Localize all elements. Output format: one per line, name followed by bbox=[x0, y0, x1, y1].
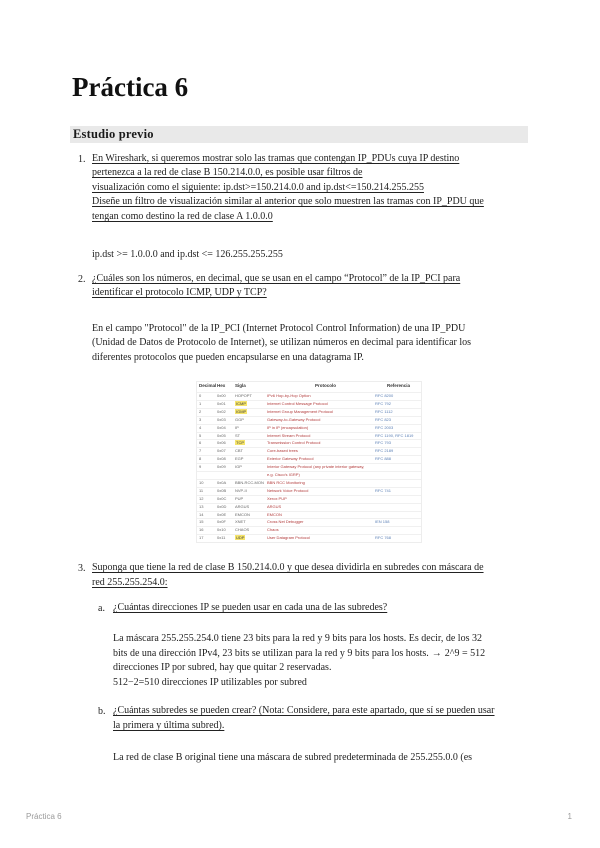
q2-answer-line-3: diferentes protocolos que pueden encapsularse en una datagrama IP. bbox=[92, 352, 364, 363]
proto-row bbox=[197, 511, 421, 519]
proto-cell: PUP bbox=[235, 495, 244, 501]
proto-row bbox=[197, 392, 421, 400]
proto-row bbox=[197, 479, 421, 487]
proto-cell: 0x0B bbox=[217, 487, 227, 493]
q1-line-4: Diseñe un filtro de visualización similar al anterior que solo muestren las tramas con IP_PDU que bbox=[92, 196, 484, 207]
page-title: Práctica 6 bbox=[72, 72, 189, 102]
q3b-question-line-2: la primera y última subred). bbox=[113, 720, 225, 731]
proto-cell: 0x04 bbox=[217, 424, 226, 430]
q3-line-2: red 255.255.254.0: bbox=[92, 577, 168, 588]
proto-cell: 16 bbox=[199, 527, 204, 533]
arrow-icon: → bbox=[431, 648, 442, 659]
proto-row bbox=[197, 400, 421, 408]
proto-cell: IP in IP (encapsulation) bbox=[267, 424, 309, 430]
proto-cell: 0x0F bbox=[217, 519, 226, 525]
q3-line-1: Suponga que tiene la red de clase B 150.214.0.0 y que desea dividirla en subredes con máscara de bbox=[92, 562, 484, 573]
q3b-question-line-1: ¿Cuántas subredes se pueden crear? (Nota: Considere, para este apartado, que sí se pueden usar bbox=[113, 705, 495, 716]
proto-cell: e.g. Cisco's IGRP) bbox=[267, 472, 300, 477]
proto-cell: 0x0C bbox=[217, 495, 227, 501]
proto-cell: 1 bbox=[199, 400, 202, 406]
proto-cell: BBN-RCC-MON bbox=[235, 479, 264, 485]
q3a-answer-line-4: 512−2=510 direcciones IP utilizables por subred bbox=[113, 677, 307, 688]
proto-cell: 0x05 bbox=[217, 432, 226, 438]
section-heading-text: Estudio previo bbox=[73, 127, 154, 141]
proto-row bbox=[197, 534, 421, 542]
proto-cell: ICMP bbox=[236, 400, 246, 406]
proto-row bbox=[197, 416, 421, 424]
q3a-answer-line-1: La máscara 255.255.254.0 tiene 23 bits para la red y 9 bits para los hosts. Es decir, de los 32 bbox=[113, 633, 482, 644]
proto-cell: 4 bbox=[199, 424, 202, 430]
proto-cell: ARGUS bbox=[267, 503, 282, 509]
proto-cell: RFC 1112 bbox=[375, 408, 393, 414]
proto-cell: 0x03 bbox=[217, 416, 226, 422]
proto-cell: GGP bbox=[235, 416, 244, 422]
proto-cell: User Datagram Protocol bbox=[267, 535, 310, 541]
proto-cell: RFC 2189 bbox=[375, 448, 394, 454]
proto-cell: Transmission Control Protocol bbox=[267, 440, 321, 446]
proto-cell: Xerox PUP bbox=[267, 495, 287, 501]
proto-cell: IP bbox=[235, 424, 239, 430]
proto-cell: 7 bbox=[199, 448, 202, 454]
proto-cell: 12 bbox=[199, 495, 204, 501]
proto-cell: ST bbox=[235, 432, 241, 438]
proto-cell: 13 bbox=[199, 503, 204, 509]
proto-cell: Chaos bbox=[267, 527, 279, 533]
proto-row bbox=[197, 424, 421, 432]
proto-cell: 0x11 bbox=[217, 535, 226, 541]
proto-header-sigla: Sigla bbox=[235, 383, 246, 388]
proto-cell: 0x06 bbox=[217, 440, 226, 446]
proto-row bbox=[197, 526, 421, 534]
proto-cell: RFC 793 bbox=[375, 440, 392, 446]
proto-cell: UDP bbox=[236, 535, 245, 541]
q3-number: 3. bbox=[78, 563, 86, 574]
proto-cell: 15 bbox=[199, 519, 204, 525]
proto-row bbox=[197, 503, 421, 511]
proto-header-hex: Hex bbox=[217, 383, 226, 388]
proto-cell: 0x08 bbox=[217, 456, 226, 462]
proto-cell: EMCON bbox=[267, 511, 282, 517]
proto-cell: Interior Gateway Protocol (any private interior gateway, bbox=[267, 464, 365, 470]
proto-row bbox=[197, 495, 421, 503]
proto-cell: CHAOS bbox=[235, 527, 250, 533]
proto-cell: Network Voice Protocol bbox=[267, 487, 309, 493]
proto-row bbox=[197, 487, 421, 495]
proto-cell: TCP bbox=[236, 440, 244, 446]
q2-line-2: identificar el protocolo ICMP, UDP y TCP? bbox=[92, 287, 267, 298]
proto-cell: EMCON bbox=[235, 511, 250, 517]
q3a-answer-line-2 bbox=[113, 647, 485, 661]
proto-cell: RFC 823 bbox=[375, 416, 392, 422]
q3a-answer-line-2-text: bits de una dirección IPv4, 23 bits se utilizan para la red y 9 bits para los hosts. bbox=[113, 648, 429, 659]
proto-cell: 0 bbox=[199, 393, 202, 398]
proto-header-protocolo: Protocolo bbox=[315, 383, 336, 388]
proto-cell: RFC 2003 bbox=[375, 424, 394, 430]
proto-cell: RFC 741 bbox=[375, 487, 392, 493]
proto-cell: RFC 768 bbox=[375, 535, 392, 541]
proto-cell: 3 bbox=[199, 416, 202, 422]
q2-number: 2. bbox=[78, 274, 86, 285]
proto-row bbox=[197, 463, 421, 471]
q3b-label: b. bbox=[98, 706, 106, 717]
proto-row bbox=[197, 471, 421, 479]
proto-cell: IGP bbox=[235, 464, 242, 470]
q3a-formula: 2^9 = 512 bbox=[444, 648, 486, 659]
proto-cell: 0x10 bbox=[217, 527, 226, 533]
q3a-label: a. bbox=[98, 603, 105, 614]
proto-header-decimal: Decimal bbox=[199, 383, 217, 388]
proto-cell: Cross Net Debugger bbox=[267, 519, 304, 525]
proto-cell: HOPOPT bbox=[235, 393, 252, 398]
proto-cell: 10 bbox=[199, 479, 204, 485]
protocol-numbers-table-image bbox=[196, 381, 422, 543]
page-number: 1 bbox=[567, 812, 572, 821]
q2-answer-line-1: En el campo "Protocol" de la IP_PCI (Internet Protocol Control Information) de una IP_PDU bbox=[92, 323, 466, 334]
q2-line-1: ¿Cuáles son los números, en decimal, que se usan en el campo “Protocol” de la IP_PCI para bbox=[92, 273, 461, 284]
proto-cell: Internet Stream Protocol bbox=[267, 432, 311, 438]
q2-answer-line-2: (Unidad de Datos de Protocolo de Internet), se utilizan números en decimal para identificar los bbox=[92, 337, 472, 348]
proto-cell: 0x09 bbox=[217, 464, 226, 470]
proto-cell: Internet Group Management Protocol bbox=[267, 408, 334, 414]
proto-row bbox=[197, 518, 421, 526]
proto-cell: Core-based trees bbox=[267, 448, 298, 454]
q3b-answer-line-1: La red de clase B original tiene una máscara de subred predeterminada de 255.255.0.0 (es bbox=[113, 752, 473, 763]
proto-cell: RFC 8200 bbox=[375, 393, 394, 398]
proto-cell: 0x0D bbox=[217, 503, 227, 509]
proto-cell: Internet Control Message Protocol bbox=[267, 400, 328, 406]
proto-cell: 17 bbox=[199, 535, 204, 541]
proto-cell: IGMP bbox=[236, 408, 247, 414]
proto-cell: 0x0E bbox=[217, 511, 227, 517]
proto-row bbox=[197, 408, 421, 416]
proto-row bbox=[197, 432, 421, 440]
proto-cell: 2 bbox=[199, 408, 202, 414]
proto-cell: Exterior Gateway Protocol bbox=[267, 456, 314, 462]
section-heading bbox=[70, 126, 528, 143]
proto-row bbox=[197, 439, 421, 447]
proto-cell: NVP-II bbox=[235, 487, 247, 493]
proto-header-referencia: Referencia bbox=[387, 383, 411, 388]
q1-number: 1. bbox=[78, 154, 86, 165]
proto-row bbox=[197, 455, 421, 463]
proto-cell: 6 bbox=[199, 440, 202, 446]
proto-cell: 0x01 bbox=[217, 400, 226, 406]
proto-cell: BBN RCC Monitoring bbox=[267, 479, 305, 485]
q3a-question: ¿Cuántas direcciones IP se pueden usar en cada una de las subredes? bbox=[113, 602, 388, 613]
proto-cell: XNET bbox=[235, 519, 246, 525]
proto-cell: Gateway-to-Gateway Protocol bbox=[267, 416, 321, 422]
proto-cell: CBT bbox=[235, 448, 243, 454]
proto-cell: 5 bbox=[199, 432, 202, 438]
q1-line-5: tengan como destino la red de clase A 1.0.0.0 bbox=[92, 211, 273, 222]
proto-cell: 9 bbox=[199, 464, 202, 470]
footer-title: Práctica 6 bbox=[26, 812, 62, 821]
q1-answer: ip.dst >= 1.0.0.0 and ip.dst <= 126.255.255.255 bbox=[92, 249, 283, 260]
proto-cell: RFC 792 bbox=[375, 400, 392, 406]
proto-cell: 0x0A bbox=[217, 479, 227, 485]
proto-cell: 11 bbox=[199, 487, 204, 493]
q1-line-3: visualización como el siguiente: ip.dst>=150.214.0.0 and ip.dst<=150.214.255.255 bbox=[92, 182, 424, 193]
proto-cell: ARGUS bbox=[235, 503, 250, 509]
proto-cell: RFC 1190, RFC 1819 bbox=[375, 432, 414, 438]
proto-cell: 8 bbox=[199, 456, 202, 462]
proto-cell: EGP bbox=[235, 456, 244, 462]
q1-line-2: pertenezca a la red de clase B 150.214.0.0, es posible usar filtros de bbox=[92, 167, 363, 178]
proto-cell: 0x02 bbox=[217, 408, 226, 414]
q3a-answer-line-3: direcciones IP por subred, hay que quitar 2 reservadas. bbox=[113, 662, 332, 673]
proto-cell: RFC 888 bbox=[375, 456, 392, 462]
proto-row bbox=[197, 447, 421, 455]
proto-cell: 0x07 bbox=[217, 448, 226, 454]
proto-cell: IEN 158 bbox=[375, 519, 390, 525]
proto-cell: IPv6 Hop-by-Hop Option bbox=[267, 393, 311, 398]
proto-cell: 0x00 bbox=[217, 393, 226, 398]
proto-cell: 14 bbox=[199, 511, 204, 517]
q1-line-1: En Wireshark, si queremos mostrar solo las tramas que contengan IP_PDUs cuya IP destino bbox=[92, 153, 460, 164]
